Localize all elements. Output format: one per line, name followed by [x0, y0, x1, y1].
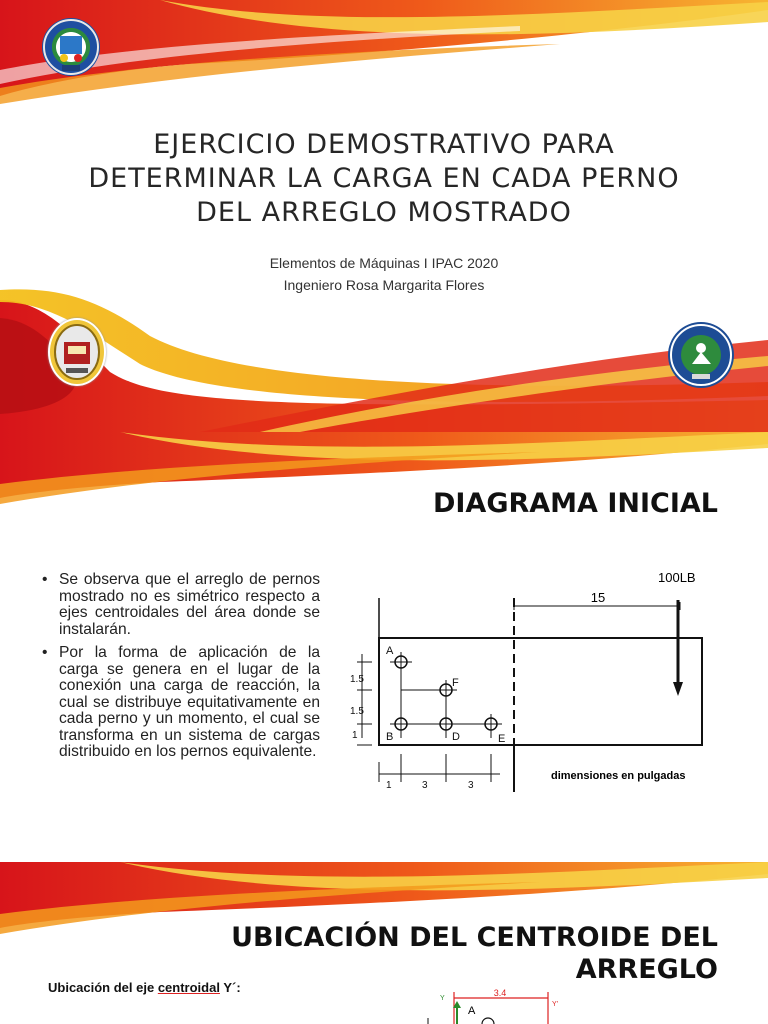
bolt-label: E — [498, 733, 506, 745]
bolt-label: B — [386, 731, 394, 743]
bullet-list — [42, 572, 320, 768]
slide-title: UBICACIÓN DEL CENTROIDE DEL ARREGLO — [231, 922, 718, 985]
subheading-text: Y´: — [219, 980, 241, 995]
subheading-underlined-text: centroidal — [157, 980, 220, 995]
instructor-name: Ingeniero Rosa Margarita Flores — [283, 277, 485, 293]
engineering-seal-icon — [668, 322, 734, 388]
subheading-text: Ubicación del eje — [48, 980, 158, 995]
title-slide — [0, 0, 768, 432]
units-note: dimensiones en pulgadas — [551, 770, 686, 782]
dimension-label: 3.4 — [493, 988, 507, 998]
bolt-label: A — [386, 645, 394, 657]
axis-label: Y' — [552, 1001, 559, 1008]
bolt-label: F — [452, 677, 459, 689]
presentation-title: EJERCICIO DEMOSTRATIVO PARA DETERMINAR LA CARGA EN CADA PERNO DEL ARREGLO MOSTRADO — [88, 129, 680, 228]
dimension-label: 3 — [468, 780, 474, 791]
dimension-label: 3 — [422, 780, 428, 791]
faculty-seal-icon — [48, 318, 106, 386]
dimension-label: 1 — [352, 730, 358, 741]
centroid-slide — [0, 862, 768, 1024]
slide-title: DIAGRAMA INICIAL — [432, 488, 718, 519]
plate-outline — [379, 638, 702, 745]
dimension-label: 1.5 — [350, 674, 364, 685]
dimension-label: 1.5 — [350, 706, 364, 717]
load-distance-label: 15 — [590, 590, 606, 605]
dimension-label: 1 — [386, 780, 392, 791]
bolt-label: A — [468, 1005, 476, 1017]
centroid-diagram — [420, 988, 600, 1024]
axis-label: Y — [440, 995, 445, 1002]
bolt-a — [482, 1018, 494, 1024]
bolt-pattern-diagram — [340, 562, 740, 802]
university-seal-icon — [42, 18, 100, 76]
course-subtitle: Elementos de Máquinas I IPAC 2020 — [269, 255, 499, 271]
bolt-label: D — [452, 731, 460, 743]
centroid-subheading — [48, 980, 241, 995]
diagram-slide — [0, 432, 768, 842]
bullet-item: • Se observa que el arreglo de pernos mostrado no es simétrico respecto a ejes centroidales del área donde se instalarán. — [42, 572, 320, 638]
bullet-item: • Por la forma de aplicación de la carga se genera en el lugar de la conexión una carga de reacción, la cual se distribuye equitativamente en cada perno y un momento, el cual se transforma en un sistema de cargas distribuido en los pernos equivalente. — [42, 645, 320, 761]
load-label: 100LB — [658, 570, 696, 585]
